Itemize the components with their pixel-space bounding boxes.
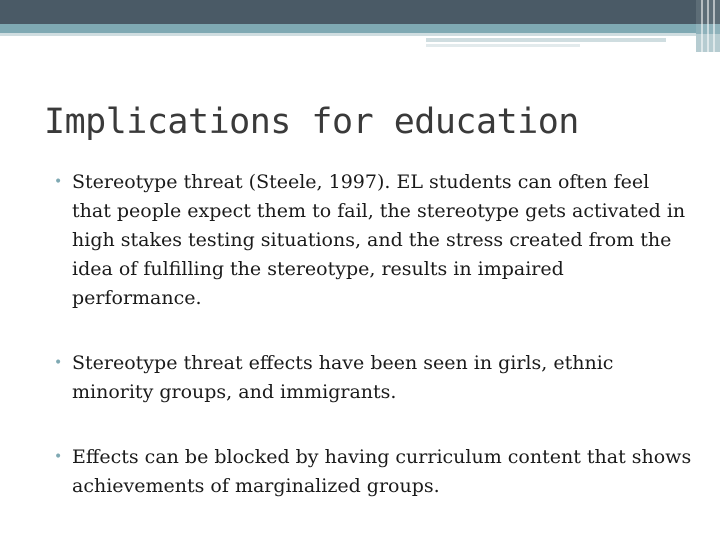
bullet-text: Stereotype threat (Steele, 1997). EL students can often feel that people expect them to fail, the stereotype gets activated in high stakes testing situations, and the stress created from the idea of fulfilling the stereotype, results in impaired performance. (72, 171, 686, 309)
header-bar-teal (0, 24, 720, 33)
slide-title: Implications for education (44, 102, 579, 142)
header-accent-line (426, 38, 666, 42)
bullet-dot-icon: • (54, 355, 63, 371)
bullet-item (54, 168, 694, 313)
bullet-item (54, 443, 694, 501)
bullet-text: Stereotype threat effects have been seen in girls, ethnic minority groups, and immigrants. (72, 352, 614, 403)
header-bar-dark (0, 0, 720, 24)
header-accent-line-short (426, 44, 580, 47)
bullet-dot-icon: • (54, 449, 63, 465)
bullet-text: Effects can be blocked by having curriculum content that shows achievements of marginalized groups. (72, 446, 692, 497)
bullet-list (54, 168, 694, 501)
bullet-dot-icon: • (54, 174, 63, 190)
header-bar-light (0, 33, 720, 36)
corner-decoration (696, 0, 720, 52)
bullet-item (54, 349, 694, 407)
